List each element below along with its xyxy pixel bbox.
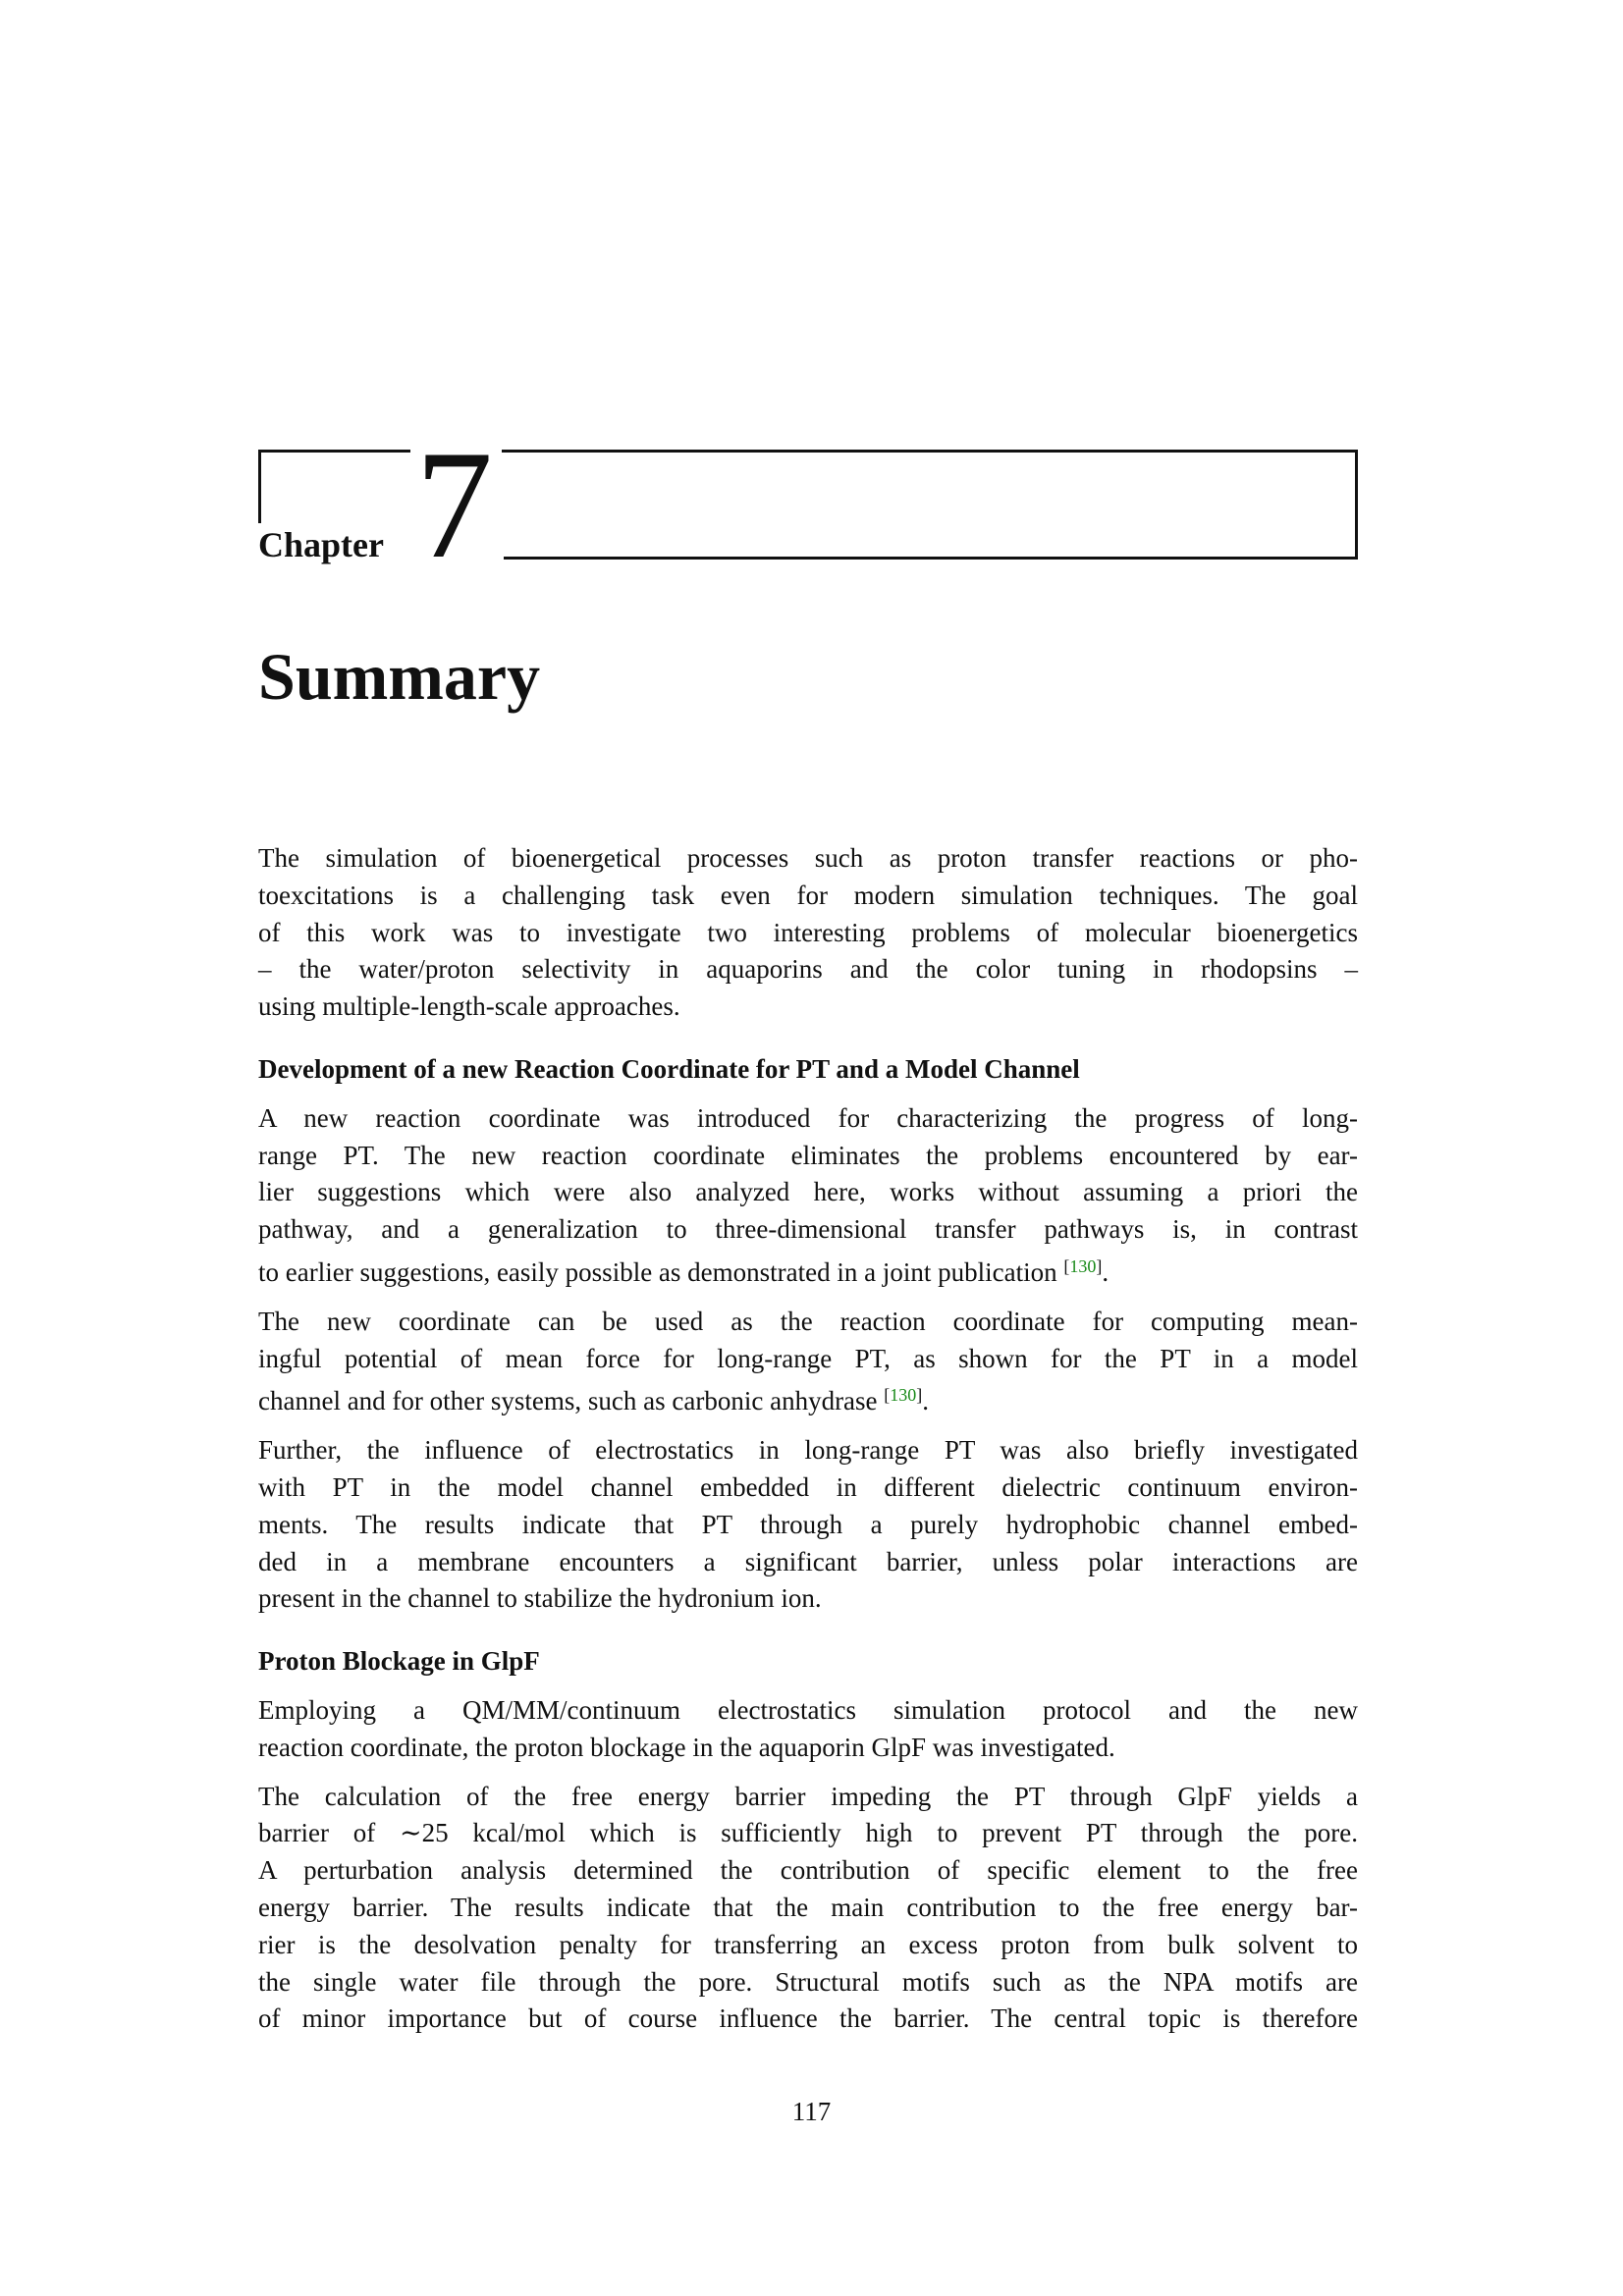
paragraph: [258, 1432, 1358, 1618]
text-line: toexcitations is a challenging task even for modern simulation techniques. The goal: [258, 880, 1358, 910]
text-line: ments. The results indicate that PT through a purely hydrophobic channel embed-: [258, 1509, 1358, 1539]
intro-paragraph: [258, 840, 1358, 1026]
text-line: A new reaction coordinate was introduced for characterizing the progress of long-: [258, 1102, 1358, 1133]
citation-link[interactable]: 130: [890, 1385, 917, 1406]
text-line: with PT in the model channel embedded in different dielectric continuum environ-: [258, 1471, 1358, 1502]
text-line: channel and for other systems, such as carbonic anhydrase [130].: [258, 1385, 930, 1416]
chapter-header: [258, 419, 1358, 591]
text-line: ingful potential of mean force for long-range PT, as shown for the PT in a model: [258, 1343, 1358, 1373]
paragraph: [258, 1692, 1358, 1767]
chapter-frame-line: [1355, 450, 1358, 560]
text-line: The new coordinate can be used as the reaction coordinate for computing mean-: [258, 1306, 1358, 1336]
text-line: barrier of ∼25 kcal/mol which is sufficiently high to prevent PT through the pore.: [258, 1818, 1358, 1848]
text-line: The calculation of the free energy barrier impeding the PT through GlpF yields a: [258, 1781, 1358, 1811]
text-line: to earlier suggestions, easily possible as demonstrated in a joint publication [130].: [258, 1255, 1109, 1287]
text-line: pathway, and a generalization to three-dimensional transfer pathways is, in contrast: [258, 1214, 1358, 1245]
chapter-number: 7: [415, 419, 493, 591]
paragraph: [258, 1304, 1358, 1420]
section-heading: Development of a new Reaction Coordinate for PT and a Model Channel: [258, 1053, 1080, 1084]
text-line: using multiple-length-scale approaches.: [258, 991, 680, 1022]
paragraph: [258, 1779, 1358, 2039]
text-line: of this work was to investigate two interesting problems of molecular bioenergetics: [258, 917, 1358, 947]
text-line: range PT. The new reaction coordinate eliminates the problems encountered by ear-: [258, 1140, 1358, 1170]
chapter-frame-line: [502, 450, 1358, 453]
text-fragment: to earlier suggestions, easily possible as demonstrated in a joint publication: [258, 1256, 1064, 1287]
text-line: ded in a membrane encounters a significant barrier, unless polar interactions are: [258, 1546, 1358, 1576]
chapter-frame-line: [504, 557, 1358, 560]
text-line: present in the channel to stabilize the hydronium ion.: [258, 1583, 822, 1614]
paragraph: [258, 1100, 1358, 1292]
text-line: reaction coordinate, the proton blockage in the aquaporin GlpF was investigated.: [258, 1732, 1115, 1762]
chapter-body: [258, 840, 1358, 2050]
text-line: – the water/proton selectivity in aquaporins and the color tuning in rhodopsins –: [258, 954, 1358, 985]
chapter-frame-line: [258, 450, 261, 523]
text-line: of minor importance but of course influence the barrier. The central topic is therefore: [258, 2003, 1358, 2034]
citation-link[interactable]: 130: [1069, 1255, 1097, 1276]
text-line: Employing a QM/MM/continuum electrostatics simulation protocol and the new: [258, 1694, 1358, 1725]
text-fragment: channel and for other systems, such as carbonic anhydrase: [258, 1386, 885, 1416]
section-heading: Proton Blockage in GlpF: [258, 1646, 540, 1677]
page-number: 117: [791, 2097, 832, 2126]
text-line: A perturbation analysis determined the contribution of specific element to the free: [258, 1855, 1358, 1886]
text-line: The simulation of bioenergetical processes such as proton transfer reactions or pho-: [258, 843, 1358, 873]
text-line: Further, the influence of electrostatics in long-range PT was also briefly investigated: [258, 1435, 1358, 1466]
chapter-title: Summary: [258, 639, 541, 714]
chapter-frame-line: [258, 450, 410, 453]
text-line: energy barrier. The results indicate that the main contribution to the free energy bar-: [258, 1892, 1358, 1922]
text-line: the single water file through the pore. Structural motifs such as the NPA motifs are: [258, 1966, 1358, 1997]
text-line: rier is the desolvation penalty for transferring an excess proton from bulk solvent to: [258, 1929, 1358, 1959]
text-line: lier suggestions which were also analyzed here, works without assuming a priori the: [258, 1177, 1358, 1207]
chapter-label: Chapter: [258, 525, 384, 564]
